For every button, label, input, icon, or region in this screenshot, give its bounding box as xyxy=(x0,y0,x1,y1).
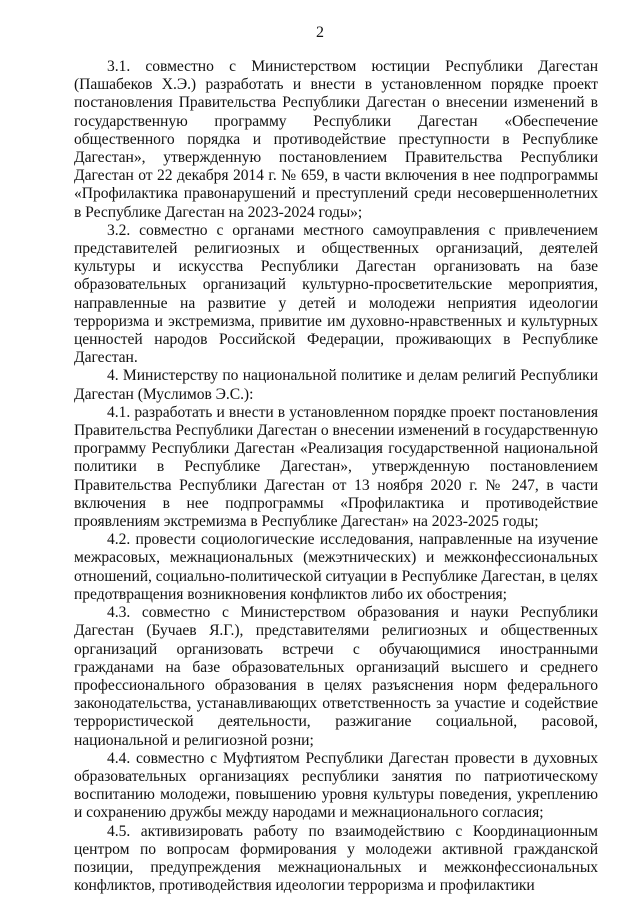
paragraph-4-4: 4.4. совместно с Муфтиятом Республики Дагестан провести в духовных образовательных организациях республики занятия по патриотическому воспитанию молодежи, повышению уровня культуры поведения, укреплению и сохранению дружбы между народами и межнационального согласия; xyxy=(74,749,598,822)
paragraph-4-2: 4.2. провести социологические исследования, направленные на изучение межрасовых, межнациональных (межэтнических) и межконфессиональных отношений, социально-политической ситуации в Республике Дагестан, в целях предотвращения возникновения конфликтов либо их обострения; xyxy=(74,531,598,603)
paragraph-4-5: 4.5. активизировать работу по взаимодействию с Координационным центром по вопросам формирования у молодежи активной гражданской позиции, предупреждения межнациональных и межконфессиональных конфликтов, противодействия идеологии терроризма и профилактики xyxy=(74,822,598,895)
paragraph-3-2: 3.2. совместно с органами местного самоуправления с привлечением представителей религиозных и общественных организаций, деятелей культуры и искусства Республики Дагестан организовать на базе образовательных организаций культурно-просветительские мероприятия, направленные на развитие у детей и молодежи неприятия идеологии терроризма и экстремизма, привитие им духовно-нравственных и культурных ценностей народов Российской Федерации, проживающих в Республике Дагестан. xyxy=(74,221,598,367)
paragraph-3-1: 3.1. совместно с Министерством юстиции Республики Дагестан (Пашабеков Х.Э.) разработать и внести в установленном порядке проект постановления Правительства Республики Дагестан о внесении изменений в государственную программу Республики Дагестан «Обеспечение общественного порядка и противодействие преступности в Республике Дагестан», утвержденную постановлением Правительства Республики Дагестан от 22 декабря 2014 г. № 659, в части включения в нее подпрограммы «Профилактика правонарушений и преступлений среди несовершеннолетних в Республике Дагестан на 2023-2024 годы»; xyxy=(74,58,598,221)
paragraph-4-1: 4.1. разработать и внести в установленном порядке проект постановления Правительства Республики Дагестан о внесении изменений в государственную программу Республики Дагестан «Реализация государственной национальной политики в Республике Дагестан», утвержденную постановлением Правительства Республики Дагестан от 13 ноября 2020 г. № 247, в части включения в нее подпрограммы «Профилактика и противодействие проявлениям экстремизма в Республике Дагестан» на 2023-2025 годы; xyxy=(74,403,598,531)
document-body xyxy=(74,58,598,895)
paragraph-4-3: 4.3. совместно с Министерством образования и науки Республики Дагестан (Бучаев Я.Г.), представителями религиозных и общественных организаций организовать встречи с обучающимися иностранными гражданами на базе образовательных организаций высшего и среднего профессионального образования в целях разъяснения норм федерального законодательства, устанавливающих ответственность за участие и содействие террористической деятельности, разжигание социальной, расовой, национальной и религиозной розни; xyxy=(74,604,598,749)
page-number: 2 xyxy=(316,24,324,41)
paragraph-4: 4. Министерству по национальной политике и делам религий Республики Дагестан (Муслимов Э.С.): xyxy=(74,367,598,403)
